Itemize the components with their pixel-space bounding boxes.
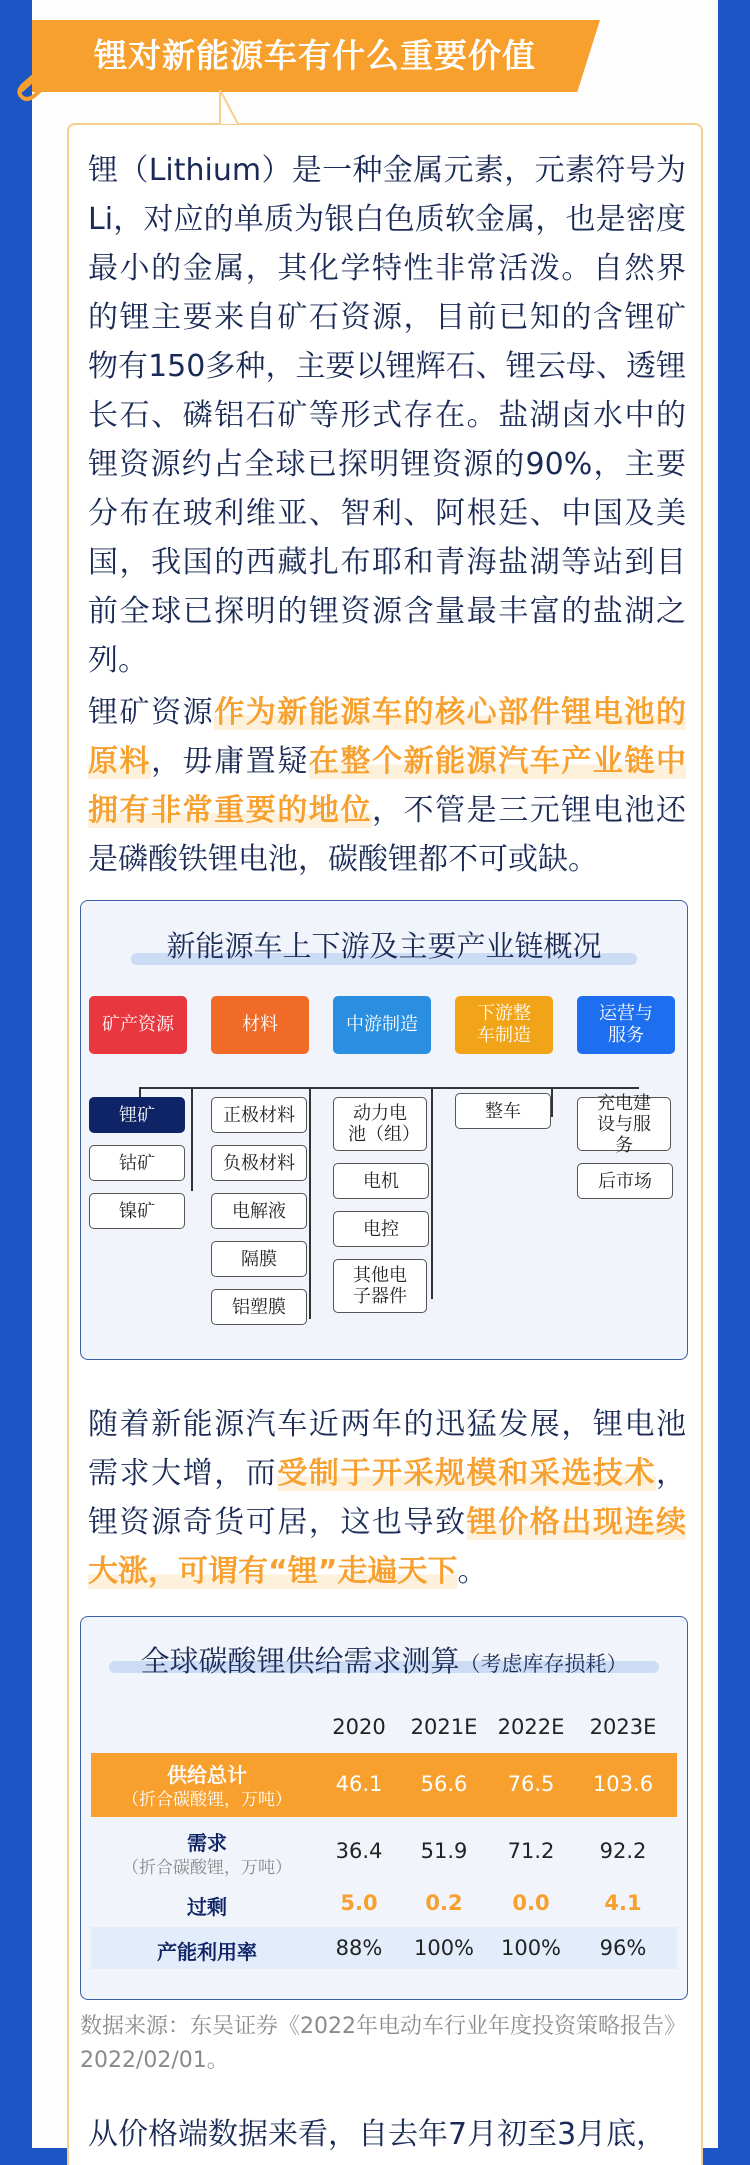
year-header: 2023E bbox=[589, 1715, 657, 1739]
supply-title-row bbox=[81, 1639, 687, 1680]
row-label: 过剩 bbox=[187, 1895, 227, 1919]
node-nickel-ore: 镍矿 bbox=[89, 1193, 185, 1229]
paperclip-icon bbox=[12, 46, 72, 102]
node-anode: 负极材料 bbox=[211, 1145, 307, 1181]
category-downstream: 下游整车制造 bbox=[455, 996, 553, 1054]
table-row-demand bbox=[91, 1821, 677, 1883]
category-mineral: 矿产资源 bbox=[89, 996, 187, 1054]
paragraph-price: 从价格端数据来看，自去年7月初至3月底， bbox=[88, 2117, 667, 2152]
table-cell: 100% bbox=[413, 1936, 475, 1960]
table-cell: 76.5 bbox=[507, 1772, 555, 1796]
text-span: ，不管是三元锂电池还是磷酸铁锂电池，碳酸锂都不可或缺。 bbox=[88, 793, 686, 877]
text-span: ，毋庸置疑 bbox=[151, 744, 309, 779]
text-span: 锂矿资源 bbox=[88, 695, 215, 730]
table-row-supply bbox=[91, 1753, 677, 1817]
connector bbox=[551, 1087, 553, 1117]
row-label: 供给总计 bbox=[167, 1763, 247, 1787]
table-cell: 103.6 bbox=[592, 1772, 654, 1796]
text-span: ，锂资源奇货可居，这也导致 bbox=[88, 1456, 687, 1540]
node-motor: 电机 bbox=[333, 1163, 429, 1199]
row-label: 需求 bbox=[187, 1831, 227, 1855]
paragraph-lithium-value bbox=[88, 688, 686, 884]
row-sublabel: （折合碳酸锂，万吨） bbox=[122, 1858, 292, 1878]
table-cell: 4.1 bbox=[604, 1891, 642, 1915]
table-cell: 96% bbox=[599, 1936, 647, 1960]
node-power-battery: 动力电池（组） bbox=[333, 1097, 427, 1151]
supply-demand-panel bbox=[80, 1616, 688, 2000]
node-vehicle: 整车 bbox=[455, 1093, 551, 1129]
year-header: 2020 bbox=[332, 1715, 386, 1739]
table-row-utilization bbox=[91, 1927, 677, 1969]
text-span: 随着新能源汽车近两年的迅猛发展，锂电池需求大增，而 bbox=[88, 1407, 686, 1491]
table-cell: 100% bbox=[500, 1936, 562, 1960]
node-aluminum-film: 铝塑膜 bbox=[211, 1289, 307, 1325]
table-cell: 51.9 bbox=[420, 1839, 468, 1863]
table-cell: 46.1 bbox=[335, 1772, 383, 1796]
node-controller: 电控 bbox=[333, 1211, 429, 1247]
node-cathode: 正极材料 bbox=[211, 1097, 307, 1133]
row-label: 产能利用率 bbox=[157, 1940, 257, 1964]
year-header: 2022E bbox=[497, 1715, 565, 1739]
industry-chain-panel bbox=[80, 900, 688, 1360]
table-cell: 0.0 bbox=[512, 1891, 550, 1915]
highlight-text: 锂价格出现连续大涨，可谓有“锂”走遍天下 bbox=[88, 1505, 687, 1589]
category-material: 材料 bbox=[211, 996, 309, 1054]
paragraph-demand bbox=[88, 1400, 686, 1596]
connector bbox=[191, 1087, 193, 1191]
highlight-text: 作为新能源车的核心部件锂电池的原料 bbox=[88, 695, 687, 779]
node-other-electronics: 其他电子器件 bbox=[333, 1259, 427, 1313]
table-cell: 0.2 bbox=[425, 1891, 463, 1915]
card-pointer bbox=[218, 90, 240, 124]
table-cell: 56.6 bbox=[420, 1772, 468, 1796]
node-lithium-ore: 锂矿 bbox=[89, 1097, 185, 1133]
row-sublabel: （折合碳酸锂，万吨） bbox=[122, 1790, 292, 1810]
table-cell: 36.4 bbox=[335, 1839, 383, 1863]
supply-subtitle: （考虑库存损耗） bbox=[459, 1652, 628, 1676]
table-cell: 5.0 bbox=[340, 1891, 378, 1915]
connector bbox=[309, 1087, 311, 1319]
node-separator: 隔膜 bbox=[211, 1241, 307, 1277]
data-source: 数据来源：东吴证券《2022年电动车行业年度投资策略报告》2022/02/01。 bbox=[80, 2014, 686, 2073]
highlight-text: 受制于开采规模和采选技术 bbox=[277, 1456, 657, 1491]
connector bbox=[139, 1087, 639, 1089]
node-cobalt-ore: 钴矿 bbox=[89, 1145, 185, 1181]
node-electrolyte: 电解液 bbox=[211, 1193, 307, 1229]
chain-title: 新能源车上下游及主要产业链概况 bbox=[166, 929, 602, 963]
node-charging-service: 充电建设与服务 bbox=[577, 1097, 671, 1151]
highlight-text: 在整个新能源汽车产业链中拥有非常重要的地位 bbox=[88, 744, 687, 828]
table-cell: 92.2 bbox=[599, 1839, 647, 1863]
table-cell: 71.2 bbox=[507, 1839, 555, 1863]
category-operation: 运营与服务 bbox=[577, 996, 675, 1054]
paragraph-lithium-intro: 锂（Lithium）是一种金属元素，元素符号为Li，对应的单质为银白色质软金属，也是密度最小的金属，其化学特性非常活泼。自然界的锂主要来自矿石资源，目前已知的含锂矿物有150多种，主要以锂辉石、锂云母、透锂长石、磷铝石矿等形式存在。盐湖卤水中的锂资源约占全球已探明锂资源的90%，主要分布在玻利维亚、智利、阿根廷、中国及美国，我国的西藏扎布耶和青海盐湖等站到目前全球已探明的锂资源含量最丰富的盐湖之列。 bbox=[88, 153, 686, 678]
table-cell: 88% bbox=[335, 1936, 383, 1960]
category-midstream: 中游制造 bbox=[333, 996, 431, 1054]
table-row-surplus bbox=[91, 1885, 677, 1923]
year-header: 2021E bbox=[410, 1715, 478, 1739]
supply-title: 全球碳酸锂供给需求测算 bbox=[140, 1644, 460, 1678]
connector bbox=[431, 1087, 433, 1299]
node-aftermarket: 后市场 bbox=[577, 1163, 673, 1199]
section-title: 锂对新能源车有什么重要价值 bbox=[94, 36, 536, 75]
text-span: 。 bbox=[457, 1554, 488, 1589]
